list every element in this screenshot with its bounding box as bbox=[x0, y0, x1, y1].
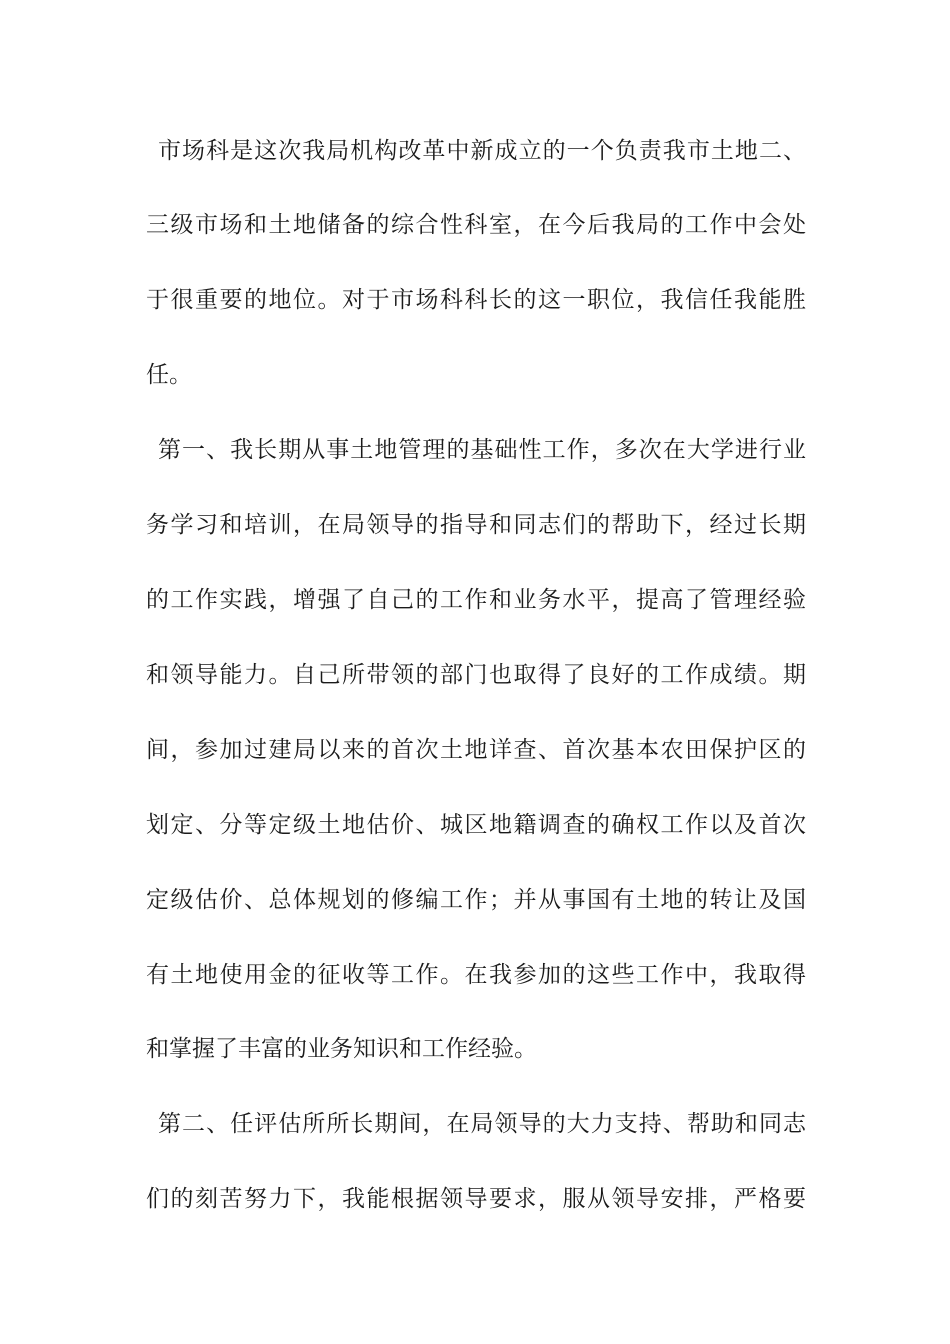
paragraph-3-line-1: 第二、任评估所所长期间，在局领导的大力支持、帮助和同志 bbox=[158, 1111, 806, 1137]
paragraph-2-line-8: 有土地使用金的征收等工作。在我参加的这些工作中，我取得 bbox=[146, 962, 806, 988]
paragraph-2-line-7: 定级估价、总体规划的修编工作；并从事国有土地的转让及国 bbox=[146, 887, 806, 913]
paragraph-1-line-2: 三级市场和土地储备的综合性科室，在今后我局的工作中会处 bbox=[146, 212, 806, 238]
paragraph-1-line-3: 于很重要的地位。对于市场科科长的这一职位，我信任我能胜 bbox=[146, 287, 806, 313]
paragraph-2-line-1: 第一、我长期从事土地管理的基础性工作，多次在大学进行业 bbox=[158, 437, 806, 463]
paragraph-1-line-4: 任。 bbox=[146, 362, 192, 388]
paragraph-2-line-4: 和领导能力。自己所带领的部门也取得了良好的工作成绩。期 bbox=[146, 662, 806, 688]
paragraph-2-line-5: 间，参加过建局以来的首次土地详查、首次基本农田保护区的 bbox=[146, 737, 806, 763]
paragraph-2-line-6: 划定、分等定级土地估价、城区地籍调查的确权工作以及首次 bbox=[146, 812, 806, 838]
paragraph-2-line-9: 和掌握了丰富的业务知识和工作经验。 bbox=[146, 1036, 537, 1062]
paragraph-2-line-2: 务学习和培训，在局领导的指导和同志们的帮助下，经过长期 bbox=[146, 512, 806, 538]
paragraph-3-line-2: 们的刻苦努力下，我能根据领导要求，服从领导安排，严格要 bbox=[146, 1186, 806, 1212]
paragraph-1-line-1: 市场科是这次我局机构改革中新成立的一个负责我市土地二、 bbox=[158, 138, 806, 164]
paragraph-2-line-3: 的工作实践，增强了自己的工作和业务水平，提高了管理经验 bbox=[146, 587, 806, 613]
